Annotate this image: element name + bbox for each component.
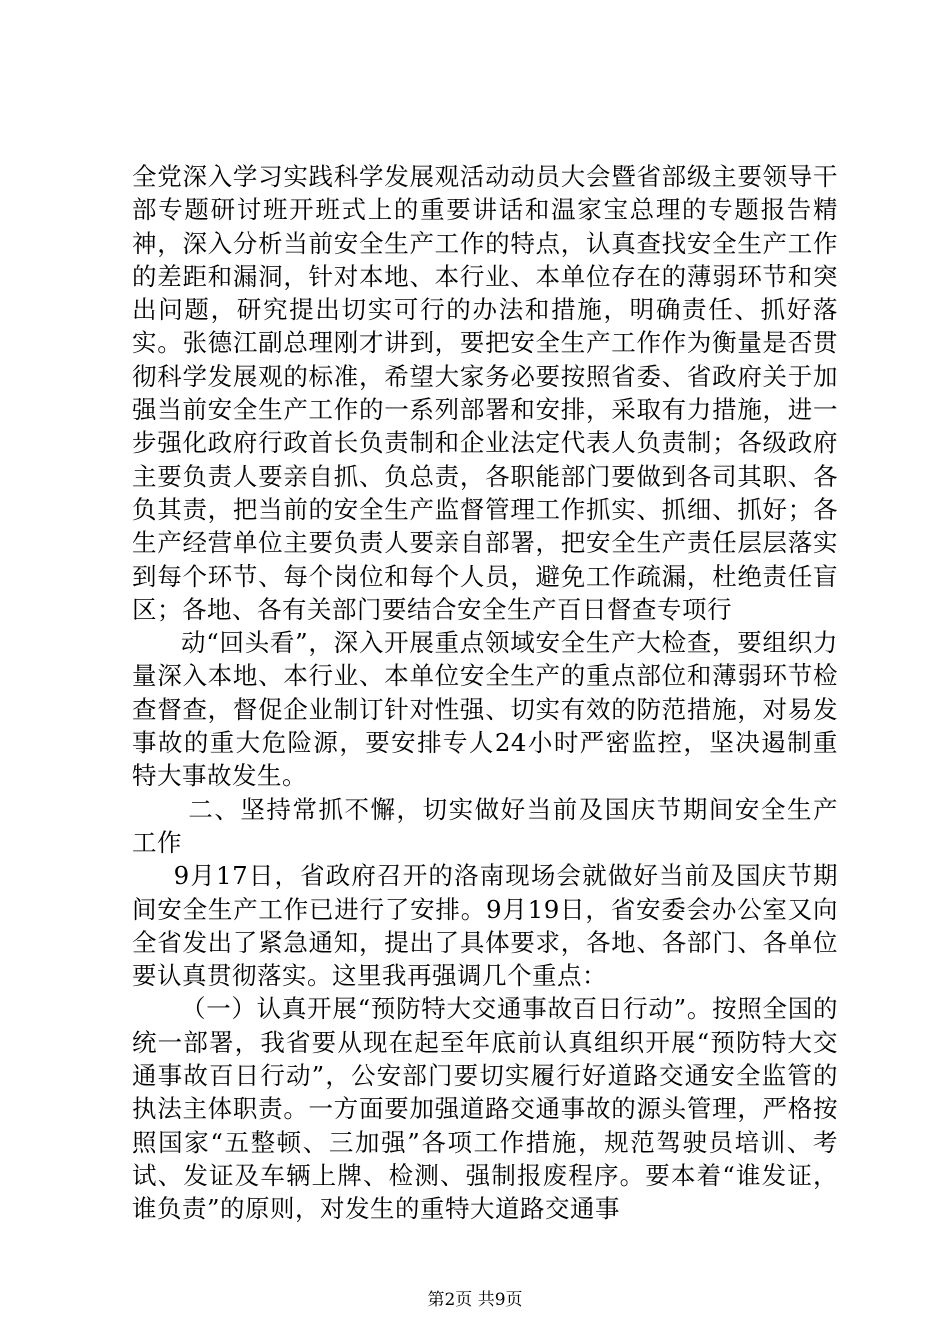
paragraph-1: 全党深入学习实践科学发展观活动动员大会暨省部级主要领导干部专题研讨班开班式上的重要讲话和温家宝总理的专题报告精神，深入分析当前安全生产工作的特点，认真查找安全生产工作的差距和漏洞，针对本地、本行业、本单位存在的薄弱环节和突出问题，研究提出切实可行的办法和措施，明确责任、抓好落实。张德江副总理刚才讲到，要把安全生产工作作为衡量是否贯彻科学发展观的标准，希望大家务必要按照省委、省政府关于加强当前安全生产工作的一系列部署和安排，采取有力措施，进一步强化政府行政首长负责制和企业法定代表人负责制；各级政府主要负责人要亲自抓、负总责，各职能部门要做到各司其职、各负其责，把当前的安全生产监督管理工作抓实、抓细、抓好；各生产经营单位主要负责人要亲自部署，把安全生产责任层层落实到每个环节、每个岗位和每个人员，避免工作疏漏，杜绝责任盲区；各地、各有关部门要结合安全生产百日督查专项行: [132, 162, 838, 624]
paragraph-4: （一）认真开展“预防特大交通事故百日行动”。按照全国的统一部署，我省要从现在起至年底前认真组织开展“预防特大交通事故百日行动”，公安部门要切实履行好道路交通安全监管的执法主体职责。一方面要加强道路交通事故的源头管理，严格按照国家“五整顿、三加强”各项工作措施，规范驾驶员培训、考试、发证及车辆上牌、检测、强制报废程序。要本着“谁发证，谁负责”的原则，对发生的重特大道路交通事: [132, 994, 838, 1224]
page-number: 第2页 共9页: [427, 1290, 523, 1310]
document-body: [132, 160, 838, 1226]
paragraph-3: 9月17日，省政府召开的洛南现场会就做好当前及国庆节期间安全生产工作已进行了安排。9月19日，省安委会办公室又向全省发出了紧急通知，提出了具体要求，各地、各部门、各单位要认真贯彻落实。这里我再强调几个重点：: [132, 861, 838, 991]
paragraph-2: 动“回头看”，深入开展重点领域安全生产大检查，要组织力量深入本地、本行业、本单位安全生产的重点部位和薄弱环节检查督查，督促企业制订针对性强、切实有效的防范措施，对易发事故的重大危险源，要安排专人24小时严密监控，坚决遏制重特大事故发生。: [132, 628, 838, 791]
section-heading: 二、坚持常抓不懈，切实做好当前及国庆节期间安全生产工作: [132, 794, 838, 857]
